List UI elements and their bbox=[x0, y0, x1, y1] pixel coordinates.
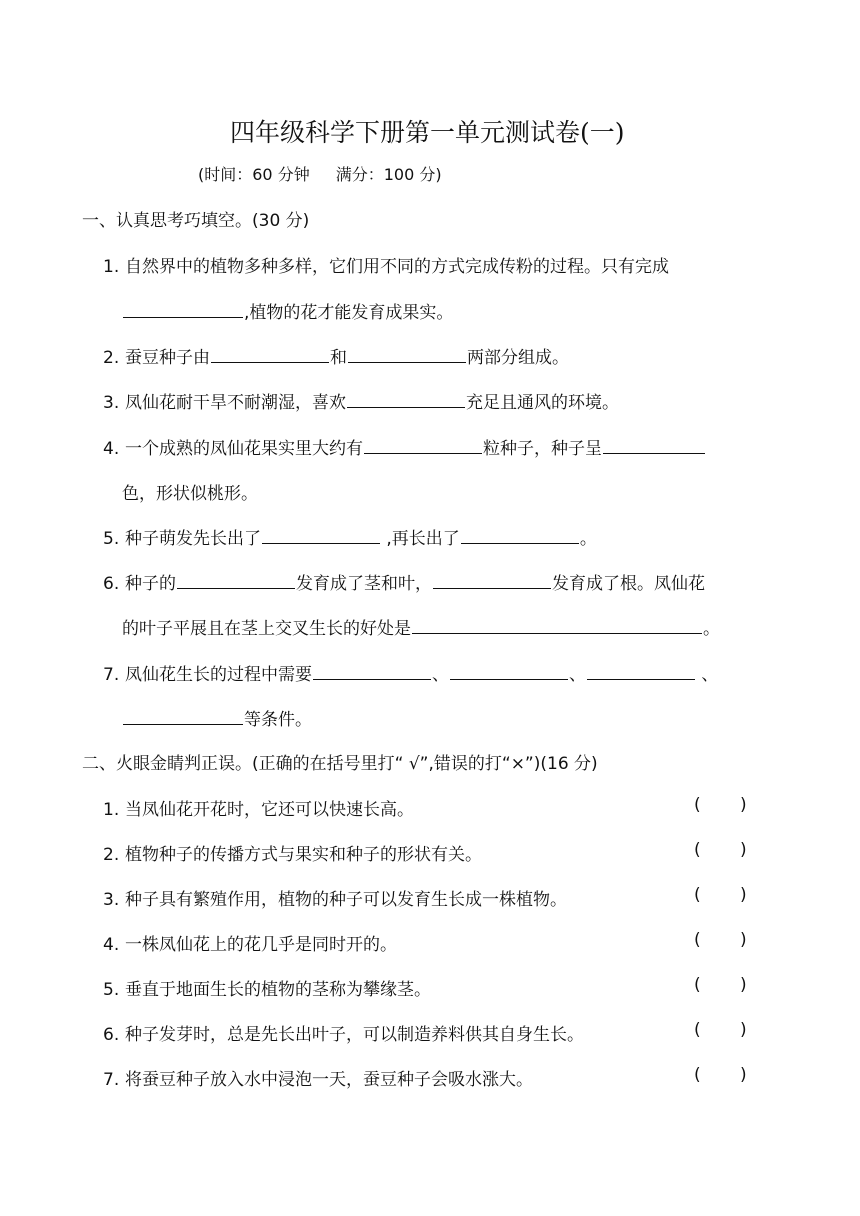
open-paren: ( bbox=[694, 930, 701, 950]
question-6-line1: 6. 种子的 发育成了茎和叶， 发育成了根。凤仙花 bbox=[103, 574, 705, 594]
judgement-item bbox=[103, 1065, 533, 1090]
close-paren: ) bbox=[740, 795, 747, 815]
answer-blank[interactable] bbox=[587, 664, 695, 680]
time-limit: (时间：60 分钟 bbox=[198, 165, 310, 184]
item-text: 当凤仙花开花时，它还可以快速长高。 bbox=[125, 800, 414, 820]
question-1-line1: 1. 自然界中的植物多种多样，它们用不同的方式完成传粉的过程。只有完成 bbox=[103, 257, 669, 277]
open-paren: ( bbox=[694, 840, 701, 860]
close-paren: ) bbox=[740, 930, 747, 950]
item-number: 7. bbox=[103, 1070, 120, 1090]
answer-blank[interactable] bbox=[123, 302, 243, 318]
page-title: 四年级科学下册第一单元测试卷(一) bbox=[230, 118, 625, 147]
open-paren: ( bbox=[694, 795, 701, 815]
judgement-item bbox=[103, 885, 567, 910]
question-5: 5. 种子萌发先长出了 ,再长出了 。 bbox=[103, 529, 597, 549]
section1-heading: 一、认真思考巧填空。(30 分) bbox=[82, 211, 310, 231]
item-number: 5. bbox=[103, 980, 120, 1000]
answer-parentheses[interactable] bbox=[694, 975, 754, 997]
item-text: 将蚕豆种子放入水中浸泡一天，蚕豆种子会吸水涨大。 bbox=[125, 1070, 533, 1090]
close-paren: ) bbox=[740, 840, 747, 860]
answer-parentheses[interactable] bbox=[694, 840, 754, 862]
answer-blank[interactable] bbox=[262, 528, 380, 544]
section2-heading: 二、火眼金睛判正误。(正确的在括号里打“ √”,错误的打“×”)(16 分) bbox=[82, 754, 598, 774]
question-1-line2: ,植物的花才能发育成果实。 bbox=[122, 298, 453, 323]
open-paren: ( bbox=[694, 1020, 701, 1040]
answer-parentheses[interactable] bbox=[694, 1065, 754, 1087]
item-text: 垂直于地面生长的植物的茎称为攀缘茎。 bbox=[125, 980, 431, 1000]
answer-blank[interactable] bbox=[364, 438, 482, 454]
question-3: 3. 凤仙花耐干旱不耐潮湿，喜欢 充足且通风的环境。 bbox=[103, 393, 619, 413]
item-text: 种子发芽时，总是先长出叶子，可以制造养料供其自身生长。 bbox=[125, 1025, 584, 1045]
close-paren: ) bbox=[740, 975, 747, 995]
answer-parentheses[interactable] bbox=[694, 885, 754, 907]
answer-blank[interactable] bbox=[211, 347, 329, 363]
open-paren: ( bbox=[694, 975, 701, 995]
answer-blank[interactable] bbox=[177, 573, 295, 589]
judgement-item bbox=[103, 795, 414, 820]
judgement-item bbox=[103, 1020, 584, 1045]
answer-parentheses[interactable] bbox=[694, 930, 754, 952]
close-paren: ) bbox=[740, 1020, 747, 1040]
item-number: 2. bbox=[103, 845, 120, 865]
answer-blank[interactable] bbox=[450, 664, 568, 680]
answer-parentheses[interactable] bbox=[694, 795, 754, 817]
close-paren: ) bbox=[740, 885, 747, 905]
item-number: 4. bbox=[103, 935, 120, 955]
item-number: 1. bbox=[103, 800, 120, 820]
answer-blank[interactable] bbox=[348, 347, 466, 363]
answer-parentheses[interactable] bbox=[694, 1020, 754, 1042]
judgement-item bbox=[103, 930, 397, 955]
answer-blank[interactable] bbox=[123, 709, 243, 725]
full-score: 满分：100 分) bbox=[335, 165, 442, 184]
item-text: 种子具有繁殖作用，植物的种子可以发育生长成一株植物。 bbox=[125, 890, 567, 910]
item-number: 3. bbox=[103, 890, 120, 910]
close-paren: ) bbox=[740, 1065, 747, 1085]
question-4-line1: 4. 一个成熟的凤仙花果实里大约有 粒种子，种子呈 bbox=[103, 434, 706, 459]
answer-blank[interactable] bbox=[313, 664, 431, 680]
question-2: 2. 蚕豆种子由 和 两部分组成。 bbox=[103, 348, 569, 368]
answer-blank[interactable] bbox=[433, 573, 551, 589]
open-paren: ( bbox=[694, 885, 701, 905]
question-6-line2: 的叶子平展且在茎上交叉生长的好处是 。 bbox=[122, 619, 720, 639]
answer-blank[interactable] bbox=[461, 528, 579, 544]
item-text: 植物种子的传播方式与果实和种子的形状有关。 bbox=[125, 845, 482, 865]
judgement-item bbox=[103, 840, 482, 865]
item-text: 一株凤仙花上的花几乎是同时开的。 bbox=[125, 935, 397, 955]
answer-blank[interactable] bbox=[347, 392, 465, 408]
item-number: 6. bbox=[103, 1025, 120, 1045]
open-paren: ( bbox=[694, 1065, 701, 1085]
question-7-line1: 7. 凤仙花生长的过程中需要 、 、 、 bbox=[103, 665, 719, 685]
judgement-item bbox=[103, 975, 431, 1000]
answer-blank[interactable] bbox=[412, 618, 702, 634]
answer-blank[interactable] bbox=[603, 438, 705, 454]
question-4-line2: 色，形状似桃形。 bbox=[122, 484, 258, 504]
exam-info bbox=[198, 162, 442, 185]
question-7-line2: 等条件。 bbox=[122, 705, 312, 730]
